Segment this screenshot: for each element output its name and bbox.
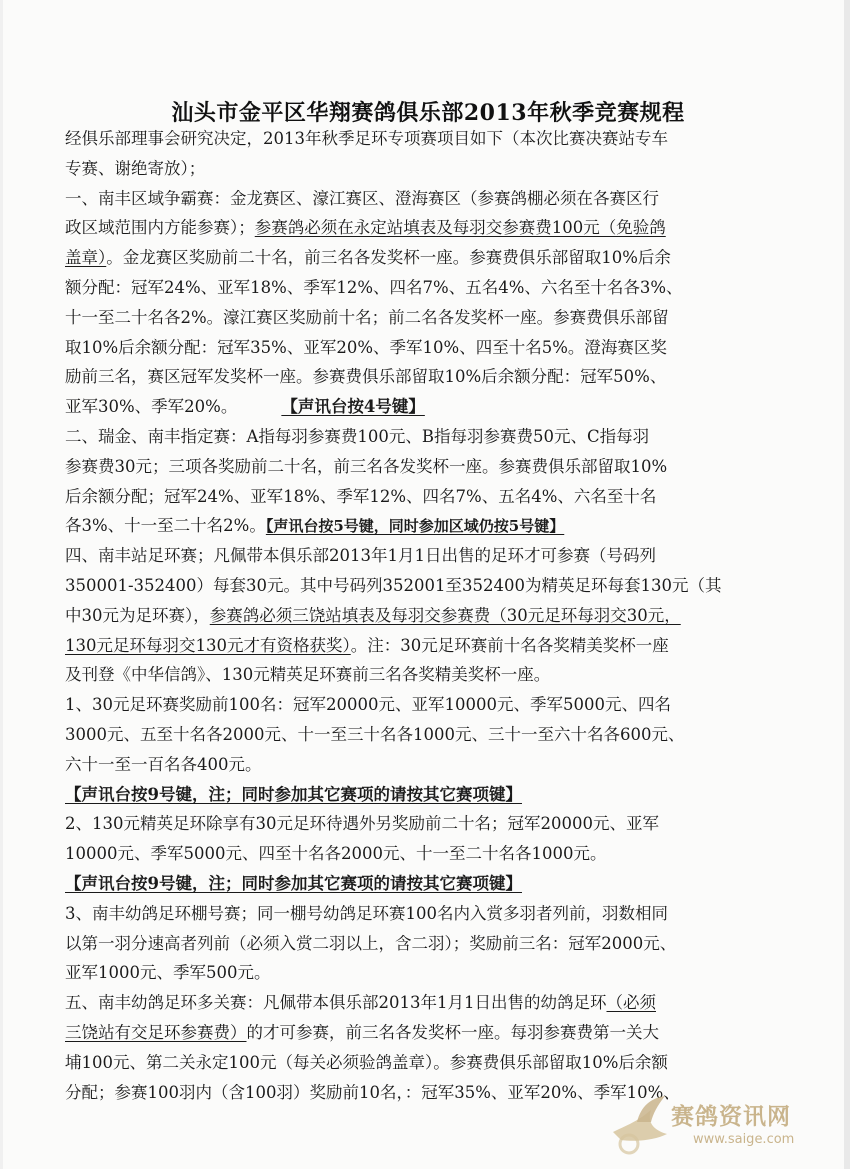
- underlined-requirement: （必须: [606, 993, 656, 1013]
- body-line: 以第一羽分速高者列前（必须入赏二羽以上，含二羽）；奖励前三名：冠军2000元、: [65, 933, 677, 953]
- hotline-note: 【声讯台按9号键，注；同时参加其它赛项的请按其它赛项键】: [65, 784, 522, 804]
- body-line: 四、南丰站足环赛；凡佩带本俱乐部2013年1月1日出售的足环才可参赛（号码列: [65, 546, 656, 566]
- body-line: 各3%、十一至二十名2%。【声讯台按5号键，同时参加区域仍按5号键】: [65, 516, 565, 536]
- pigeon-logo-icon: [607, 1092, 677, 1158]
- body-line: 六十一至一百名各400元。: [65, 754, 262, 774]
- document-body: [65, 124, 785, 1107]
- site-watermark: [607, 1092, 827, 1158]
- underlined-requirement: 盖章）: [65, 248, 107, 268]
- body-line: 10000元、季军5000元、四至十名各2000元、十一至二十名各1000元。: [65, 844, 607, 864]
- body-line: 亚军30%、季军20%。 【声讯台按4号键】: [65, 397, 425, 417]
- body-line: 中30元为足环赛），参赛鸽必须三饶站填表及每羽交参赛费（30元足环每羽交30元，: [65, 605, 681, 625]
- body-line: 及刊登《中华信鸽》、130元精英足环赛前三名各奖精美奖杯一座。: [65, 665, 551, 685]
- underlined-requirement: 参赛鸽必须在永定站填表及每羽交参赛费100元（免验鸽: [254, 218, 666, 238]
- body-line: [65, 869, 785, 899]
- watermark-brand: 赛鸽资讯网: [671, 1104, 791, 1130]
- body-line: 五、南丰幼鸽足环多关赛：凡佩带本俱乐部2013年1月1日出售的幼鸽足环（必须: [65, 993, 656, 1013]
- document-title: 汕头市金平区华翔赛鸽俱乐部2013年秋季竞赛规程: [171, 100, 685, 126]
- body-line: 励前三名，赛区冠军发奖杯一座。参赛费俱乐部留取10%后余额分配：冠军50%、: [65, 367, 667, 387]
- body-line: 埔100元、第二关永定100元（每关必须验鸽盖章）。参赛费俱乐部留取10%后余额: [65, 1052, 668, 1072]
- body-line: 一、南丰区域争霸赛：金龙赛区、濠江赛区、澄海赛区（参赛鸽棚必须在各赛区行: [65, 188, 659, 208]
- hotline-note: 【声讯台按5号键，同时参加区域仍按5号键】: [265, 517, 565, 536]
- underlined-requirement: 130元足环每羽交130元才有资格获奖）: [65, 635, 351, 655]
- body-line: 盖章）。金龙赛区奖励前二十名，前三名各发奖杯一座。参赛费俱乐部留取10%后余: [65, 248, 671, 268]
- underlined-requirement: 参赛鸽必须三饶站填表及每羽交参赛费（30元足环每羽交30元，: [209, 605, 681, 625]
- hotline-note: 【声讯台按4号键】: [281, 397, 425, 417]
- body-line: 十一至二十名各2%。濠江赛区奖励前十名；前二名各发奖杯一座。参赛费俱乐部留: [65, 307, 669, 327]
- body-line: 二、瑞金、南丰指定赛：A指每羽参赛费100元、B指每羽参赛费50元、C指每羽: [65, 426, 650, 446]
- body-line: 参赛费30元；三项各奖励前二十名，前三名各发奖杯一座。参赛费俱乐部留取10%: [65, 456, 668, 476]
- body-line: 额分配：冠军24%、亚军18%、季军12%、四名7%、五名4%、六名至十名各3%、: [65, 277, 683, 297]
- watermark-url: www.saige.com: [693, 1132, 795, 1147]
- body-line: 后余额分配；冠军24%、亚军18%、季军12%、四名7%、五名4%、六名至十名: [65, 486, 657, 506]
- body-line: 3000元、五至十名各2000元、十一至三十名各1000元、三十一至六十名各600元、: [65, 724, 685, 744]
- body-line: [65, 780, 785, 810]
- body-line: 三饶站有交足环参赛费）的才可参赛，前三名各发奖杯一座。每羽参赛费第一关大: [65, 1022, 659, 1042]
- body-line: 2、130元精英足环除享有30元足环待遇外另奖励前二十名；冠军20000元、亚军: [65, 814, 659, 834]
- underlined-requirement: 三饶站有交足环参赛费）: [65, 1022, 247, 1042]
- body-line: 350001-352400）每套30元。其中号码列352001至352400为精英足环每套130元（其: [65, 575, 722, 595]
- body-line: 政区域范围内方能参赛）；参赛鸽必须在永定站填表及每羽交参赛费100元（免验鸽: [65, 218, 666, 238]
- body-line: 取10%后余额分配：冠军35%、亚军20%、季军10%、四至十名5%。澄海赛区奖: [65, 337, 667, 357]
- body-line: 分配；参赛100羽内（含100羽）奖励前10名，：冠军35%、亚军20%、季军10%、: [65, 1082, 680, 1102]
- body-line: 经俱乐部理事会研究决定，2013年秋季足环专项赛项目如下（本次比赛决赛站专车: [65, 129, 668, 148]
- body-line: 亚军1000元、季军500元。: [65, 963, 271, 983]
- body-line: 专赛、谢绝寄放）；: [65, 158, 206, 178]
- hotline-note: 【声讯台按9号键，注；同时参加其它赛项的请按其它赛项键】: [65, 873, 522, 893]
- body-line: 1、30元足环赛奖励前100名：冠军20000元、亚军10000元、季军5000元、四名: [65, 695, 671, 715]
- body-line: 130元足环每羽交130元才有资格获奖）。注：30元足环赛前十名各奖精美奖杯一座: [65, 635, 669, 655]
- body-line: 3、南丰幼鸽足环棚号赛；同一棚号幼鸽足环赛100名内入赏多羽者列前，羽数相同: [65, 903, 668, 923]
